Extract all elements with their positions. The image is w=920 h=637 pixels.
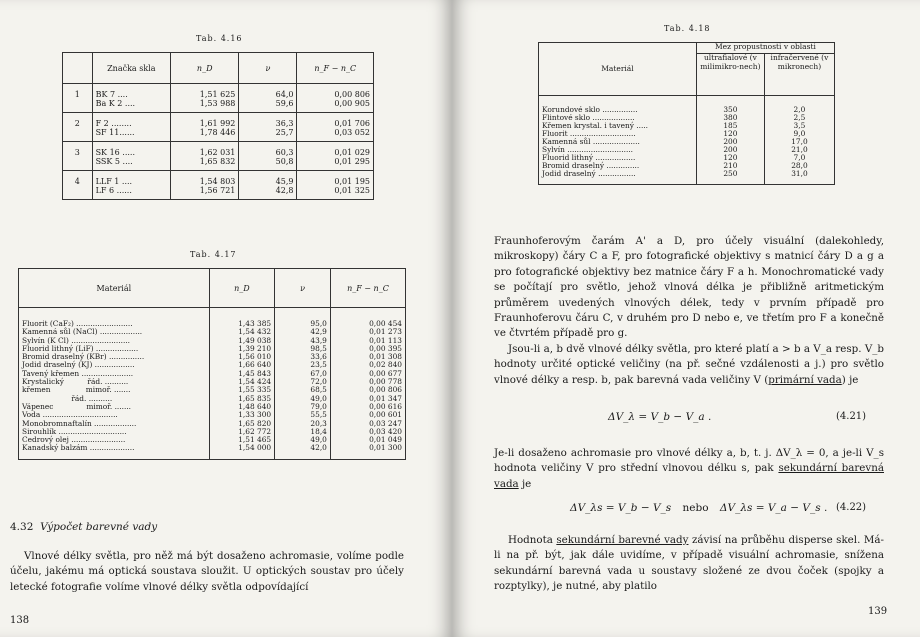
table-cell: 1,56 010 [209, 353, 274, 361]
table-cell: 1,54 424 [209, 378, 274, 386]
col-header: Materiál [539, 43, 697, 96]
table-cell [92, 142, 171, 171]
table-cell [171, 113, 239, 142]
cell-line: LF 6 ...... [95, 186, 132, 195]
section-heading [10, 521, 157, 533]
table-cell: 120 [696, 130, 764, 138]
table-cell: Tavený křemen ...................... [22, 368, 134, 378]
table-cell: 350 [696, 96, 764, 114]
page-number: 139 [868, 606, 888, 617]
table-cell: 1,66 640 [209, 361, 274, 369]
table-cell: 0,01 113 [330, 337, 405, 345]
table-cell: 3,5 [764, 122, 834, 130]
col-header: ν [239, 53, 297, 84]
table-cell: Krystalický řád. .......... [22, 377, 129, 387]
col-header: Materiál [19, 269, 210, 308]
cell-line: LLF 1 .... [95, 177, 133, 186]
cell-line: 0,01 706 [334, 119, 370, 128]
table-cell [297, 171, 374, 200]
col-header: n_F − n_C [330, 269, 405, 308]
cell-line: 1,56 721 [199, 186, 236, 195]
table-cell: Jodid draselný (KJ) ................. [22, 360, 135, 370]
table-cell: 1,62 772 [209, 428, 274, 436]
table-cell: Kamenná sůl .................... [542, 136, 640, 146]
table-body [63, 84, 374, 200]
equation-number: (4.22) [836, 502, 867, 513]
table-cell: 7,0 [764, 154, 834, 162]
table-cell: 1,49 038 [209, 337, 274, 345]
table-cell [171, 171, 239, 200]
page-number: 138 [10, 615, 30, 626]
table-cell: 0,00 616 [330, 403, 405, 411]
body-text [494, 446, 884, 492]
table-cell: 55,5 [275, 411, 331, 419]
col-header: ultrafialové (v milimikro-nech) [696, 54, 764, 96]
table-cell: Jodid draselný ................ [542, 168, 636, 178]
table-cell: 0,00 778 [330, 378, 405, 386]
cell-line: 1,51 625 [199, 90, 236, 99]
table-cell: Křemen krystal. i tavený ..... [542, 120, 649, 130]
cell-line: BK 7 .... [95, 90, 128, 99]
paragraph-text: Vlnové délky světla, pro něž má být dosaženo achromasie, volíme podle účelu, jakému má optická soustava sloužit. U optických soustav pro účely letecké fotografie volíme vlnové délky světla odpovídající [10, 550, 404, 593]
equation-connector: nebo [682, 502, 709, 514]
cell-line: 1,61 992 [199, 119, 236, 128]
body-text [494, 234, 884, 388]
col-group-header: Mez propustnosti v oblasti [696, 43, 834, 54]
underlined-term: sekundární barevné vady [556, 534, 689, 546]
table-cell: 20,3 [275, 420, 331, 428]
body-paragraph [10, 549, 404, 595]
left-page [0, 0, 452, 637]
row-number: 3 [74, 148, 80, 157]
table-body [539, 96, 835, 185]
cell-line: 0,01 195 [334, 177, 370, 186]
table-cell: 0,00 454 [330, 308, 405, 329]
equation-number: (4.21) [836, 411, 867, 422]
table-cell: 0,03 247 [330, 420, 405, 428]
table-title: Tab. 4.16 [196, 34, 243, 43]
table-cell [92, 113, 171, 142]
paragraph-text: Fraunhoferovým čarám A' a D, pro účely visuální (dalekohledy, mikroskopy) čáry C a F, pro fotografické objektivy s matnicí čáry D a g a pro fotografické objektivy bez matnice čáry F a h. Monochromatické vady se počítají pro světlo, jehož vlnová délka je přibližně aritmetickým průměrem uvedených vlnových délek, tedy v prvním případě pro Fraunhoferovu čáru C, v druhém pro D nebo e, ve třetím pro F a konečně ve čtvrtém případě pro g. [494, 235, 884, 340]
cell-line: 60,3 [275, 148, 294, 157]
table-cell: 0,00 601 [330, 411, 405, 419]
cell-line: 36,3 [275, 119, 294, 128]
col-header: n_D [171, 53, 239, 84]
cell-line: 50,8 [275, 157, 294, 166]
table-cell: 42,0 [275, 444, 331, 459]
table-cell: 0,01 308 [330, 353, 405, 361]
text-run: Je-li dosaženo achromasie pro vlnové délky a, b, t. j. ΔV_λ = 0, a je-li V_s hodnota veličiny V pro střední vlnovou délku s, pak [494, 447, 884, 475]
table-cell: 1,45 843 [209, 370, 274, 378]
cell-line: F 2 ........ [95, 119, 132, 128]
table-cell: 250 [696, 170, 764, 184]
table-cell [92, 84, 171, 113]
cell-line: 0,01 325 [334, 186, 370, 195]
section-title: Výpočet barevné vady [40, 521, 158, 533]
table-cell: Sylvín ............................ [542, 144, 634, 154]
table-cell: 1,39 210 [209, 345, 274, 353]
table-cell: 33,6 [275, 353, 331, 361]
table-cell: 2,0 [764, 96, 834, 114]
table-cell [63, 171, 93, 200]
table-cell: 120 [696, 154, 764, 162]
table-cell: 43,9 [275, 337, 331, 345]
table-row [63, 84, 374, 113]
table-cell: křemen mimoř. ....... [22, 385, 131, 395]
table-cell: 1,65 820 [209, 420, 274, 428]
text-run: je [518, 477, 532, 490]
table-cell: Fluorid lithný (LiF) .................. [22, 343, 139, 353]
table-cell [92, 171, 171, 200]
table-cell: 0,00 677 [330, 370, 405, 378]
table-cell: Korundové sklo ............... [542, 105, 638, 114]
table-cell: Voda ................................ [22, 410, 118, 420]
table-cell: Sylvín (K Cl) ......................... [22, 335, 130, 345]
table-4-18 [538, 42, 835, 185]
cell-line: 0,00 905 [334, 99, 370, 108]
table-cell: 1,54 000 [209, 444, 274, 459]
table-cell [171, 84, 239, 113]
table-row [539, 96, 835, 114]
table-cell: 200 [696, 146, 764, 154]
cell-line: 1,65 832 [199, 157, 236, 166]
table-cell: Cedrový olej ....................... [22, 435, 126, 445]
table-cell: 49,0 [275, 436, 331, 444]
table-cell: 9,0 [764, 130, 834, 138]
table-cell [239, 113, 297, 142]
table-cell: 200 [696, 138, 764, 146]
cell-line: 0,03 052 [334, 128, 370, 137]
col-header: n_F − n_C [297, 53, 374, 84]
cell-line: 45,9 [275, 177, 294, 186]
table-cell: 0,00 395 [330, 345, 405, 353]
table-cell: 79,0 [275, 403, 331, 411]
cell-line: SSK 5 .... [95, 157, 133, 166]
table-cell: 1,55 335 [209, 386, 274, 394]
text-run: závisí na průběhu disperse skel. Má-li na př. být, jak dále uvidíme, v případě visuální achromasie, snížena sekundární barevná vada u soustavy složené ze dvou čoček (spojky a rozptylky), je nutné, aby platilo [494, 534, 884, 593]
table-cell: 2,5 [764, 114, 834, 122]
text-run: Jsou-li a, b dvě vlnové délky světla, pro které platí a > b a V_a resp. V_b hodnoty určité optické veličiny (na př. sečné vzdálenosti a j.) pro světlo vlnové délky a resp. b, pak barevná vada veličiny V ( [494, 342, 884, 386]
table-cell: 31,0 [764, 170, 834, 184]
equation-left: ΔV_λs = V_b − V_s [570, 502, 672, 514]
table-cell: 0,00 806 [330, 386, 405, 394]
table-cell [239, 171, 297, 200]
table-cell [297, 142, 374, 171]
table-cell: 0,02 840 [330, 361, 405, 369]
text-run: Hodnota [508, 534, 557, 546]
col-header: Značka skla [92, 53, 171, 84]
table-row [63, 142, 374, 171]
cell-line: SK 16 ..... [95, 148, 135, 157]
cell-line: 1,53 988 [199, 99, 236, 108]
table-cell: 23,5 [275, 361, 331, 369]
table-cell: Bromid draselný (KBr) ............... [22, 352, 145, 362]
table-cell: 1,43 385 [209, 308, 274, 329]
table-cell: 1,33 300 [209, 411, 274, 419]
col-header [63, 53, 93, 84]
cell-line: 1,78 446 [199, 128, 236, 137]
table-cell: 98,5 [275, 345, 331, 353]
row-number: 4 [74, 177, 80, 186]
table-cell [63, 113, 93, 142]
equation: ΔV_λ = V_b − V_a . [608, 411, 712, 423]
table-cell: 95,0 [275, 308, 331, 329]
table-cell: 67,0 [275, 370, 331, 378]
table-cell: 185 [696, 122, 764, 130]
table-row [19, 444, 406, 459]
table-cell: 21,0 [764, 146, 834, 154]
table-cell: Fluorit (CaF₂) ........................ [22, 319, 133, 328]
table-row [63, 113, 374, 142]
table-row [19, 308, 406, 329]
table-cell: 0,01 049 [330, 436, 405, 444]
table-cell [63, 142, 93, 171]
equation-right: ΔV_λs = V_a − V_s . [719, 502, 828, 514]
cell-line: 0,01 029 [334, 148, 370, 157]
table-title: Tab. 4.17 [190, 250, 237, 259]
table-cell: Flintové sklo .................. [542, 112, 635, 122]
table-row [539, 170, 835, 184]
underlined-term: primární vada [768, 373, 842, 386]
table-cell: Kanadský balzám ................... [22, 443, 135, 453]
cell-line: 59,6 [275, 99, 294, 108]
paragraph-text [494, 342, 884, 388]
row-number: 2 [74, 119, 80, 128]
table-cell: Kamenná sůl (NaCl) .................. [22, 327, 143, 337]
table-cell: 0,03 420 [330, 428, 405, 436]
cell-line: 64,0 [275, 90, 294, 99]
table-cell [239, 142, 297, 171]
table-row [63, 171, 374, 200]
text-run: ) je [841, 373, 859, 386]
table-cell [63, 84, 93, 113]
cell-line: 1,54 803 [199, 177, 236, 186]
paragraph-text [494, 446, 884, 492]
table-cell: 42,9 [275, 328, 331, 336]
table-cell: Fluorid lithný ................. [542, 152, 636, 162]
col-header: infračervené (v mikronech) [764, 54, 834, 96]
table-cell: 1,51 465 [209, 436, 274, 444]
paragraph-text [494, 533, 884, 595]
table-cell: 210 [696, 162, 764, 170]
table-cell: 0,01 300 [330, 444, 405, 459]
table-cell: 18,4 [275, 428, 331, 436]
table-cell: 380 [696, 114, 764, 122]
table-cell [297, 113, 374, 142]
table-cell: 17,0 [764, 138, 834, 146]
table-cell: 1,48 640 [209, 403, 274, 411]
underlined-term: sekundární barevná vada [494, 462, 884, 490]
table-4-17 [18, 268, 406, 460]
table-cell: Vápenec mimoř. ....... [22, 401, 132, 411]
table-cell: 1,54 432 [209, 328, 274, 336]
col-header: n_D [209, 269, 274, 308]
cell-line: 0,00 806 [334, 90, 370, 99]
table-cell: 0,01 347 [330, 395, 405, 403]
table-cell: Fluorit ............................ [542, 128, 636, 138]
table-cell: 1,65 835 [209, 395, 274, 403]
table-cell [239, 84, 297, 113]
body-text [494, 533, 884, 595]
table-cell: 49,0 [275, 395, 331, 403]
row-number: 1 [74, 90, 80, 99]
table-cell: Monobromnaftalín .................. [22, 418, 137, 428]
table-cell: 28,0 [764, 162, 834, 170]
cell-line: 1,62 031 [199, 148, 236, 157]
section-number: 4.32 [10, 521, 34, 533]
table-body [19, 308, 406, 460]
table-cell: Bromid draselný .............. [542, 160, 640, 170]
cell-line: SF 11...... [95, 128, 135, 137]
table-4-16 [62, 52, 374, 200]
cell-line: Ba K 2 .... [95, 99, 136, 108]
cell-line: 42,8 [275, 186, 294, 195]
table-cell: 72,0 [275, 378, 331, 386]
table-cell [297, 84, 374, 113]
table-cell: Sirouhlík ............................. [22, 426, 127, 436]
table-cell: 68,5 [275, 386, 331, 394]
cell-line: 25,7 [275, 128, 294, 137]
col-header: ν [275, 269, 331, 308]
table-cell: 0,01 273 [330, 328, 405, 336]
table-cell [171, 142, 239, 171]
cell-line: 0,01 295 [334, 157, 370, 166]
table-cell: řád. .......... [22, 393, 113, 403]
table-title: Tab. 4.18 [664, 24, 711, 33]
equation [570, 502, 827, 514]
